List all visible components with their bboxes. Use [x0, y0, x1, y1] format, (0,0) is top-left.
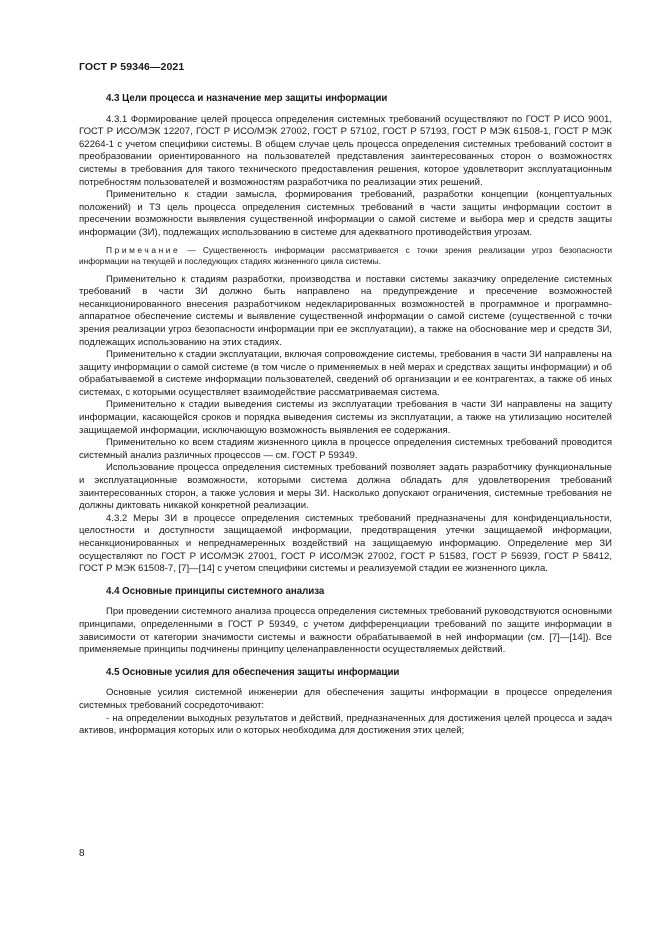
section-4-3-heading: 4.3 Цели процесса и назначение мер защиты информации	[106, 93, 388, 104]
note-label: Примечание	[106, 244, 181, 255]
paragraph: Основные усилия системной инженерии для обеспечения защиты информации в процессе определения системных требований сосредоточивают:	[79, 687, 612, 711]
section-4-5-heading: 4.5 Основные усилия для обеспечения защиты информации	[106, 666, 400, 678]
section-4-4-heading: 4.4 Основные принципы системного анализа	[106, 585, 325, 597]
paragraph: Использование процесса определения системных требований позволяет задать разработчику функциональные и эксплуатационные возможности, которыми система должна обладать для удовлетворения требований заинтересованных сторон, а также условия и меры ЗИ. Насколько допускают ограничения, системные требования не должны диктовать никакой конкретной реализации.	[79, 462, 612, 512]
document-body	[79, 93, 612, 738]
document-id-header: ГОСТ Р 59346—2021	[79, 61, 185, 73]
list-item: - на определении выходных результатов и действий, предназначенных для достижения целей процесса и задач активов, информация которых или о которых необходима для достижения этих целей;	[79, 712, 612, 737]
paragraph: Применительно к стадии замысла, формирования требований, разработки концепции (концептуальных положений) и ТЗ цель процесса определения системных требований в части защиты информации состоит в пресечении возможности выявления существенной информации о самой системе и выбора мер и средств защиты информации (ЗИ), подлежащих использованию в системе для адекватного противодействия угрозам.	[79, 189, 612, 238]
paragraph: 4.3.2 Меры ЗИ в процессе определения системных требований предназначены для конфиденциальности, целостности и доступности защищаемой информации, предотвращения утечки защищаемой информации, несанкционированных и непреднамеренных воздействий на защищаемую информацию. Определение мер ЗИ осуществляют по ГОСТ Р ИСО/МЭК 27001, ГОСТ Р ИСО/МЭК 27002, ГОСТ Р 51583, ГОСТ Р 56939, ГОСТ Р 58412, ГОСТ Р МЭК 61508-7, [7]—[14] с учетом специфики системы и реализуемой стадии ее жизненного цикла.	[79, 512, 612, 575]
paragraph: Применительно ко всем стадиям жизненного цикла в процессе определения системных требований проводится системный анализ различных процессов — см. ГОСТ Р 59349.	[79, 437, 612, 461]
paragraph: 4.3.1 Формирование целей процесса определения системных требований осуществляют по ГОСТ Р ИСО 9001, ГОСТ Р ИСО/МЭК 12207, ГОСТ Р ИСО/МЭК 27002, ГОСТ Р 57102, ГОСТ Р 57193, ГОСТ Р МЭК 61508-1, ГОСТ Р МЭК 62264-1 с учетом специфики системы. В общем случае цель процесса определения системных требований состоит в преобразовании ориентированного на пользователей представления заинтересованных сторон о возможностях системы в требования для такого технического предоставления решения, которое удовлетворит эксплуатационным потребностям пользователей и возможностям разработчика по реализации этих решений.	[79, 113, 612, 188]
note-paragraph	[79, 245, 612, 267]
paragraph: Применительно к стадиям разработки, производства и поставки системы заказчику определение системных требований в части ЗИ должно быть направлено на предупреждение и пресечение возможностей несанкционированного внесения разработчиком недекларированных возможностей в программное и программно-аппаратное обеспечение системы и выявление существенной информации о самой системе (существенной с точки зрения реализации угроз безопасности информации при ее эксплуатации), а также на обоснование мер и средств ЗИ, подлежащих использованию на этих стадиях.	[79, 273, 612, 348]
paragraph: Применительно к стадии выведения системы из эксплуатации требования в части ЗИ направлены на защиту информации, касающейся сроков и порядка выведения системы из эксплуатации, а также на утилизацию носителей защищаемой информации, исключающую возможность выявления ее содержания.	[79, 399, 612, 436]
note-text: — Существенность информации рассматривается с точки зрения реализации угроз безопасности информации на текущей и последующих стадиях жизненного цикла системы.	[79, 244, 612, 266]
page-number: 8	[79, 848, 85, 859]
paragraph: Применительно к стадии эксплуатации, включая сопровождение системы, требования в части ЗИ направлены на защиту информации о самой системе (в том числе о применяемых в ней мерах и средствах защиты информации) и об обрабатываемой в системе информации пользователей, сведений об организации и ее контрагентах, а также об иных системах, с которыми осуществляет взаимодействие рассматриваемая система.	[79, 349, 612, 398]
paragraph: При проведении системного анализа процесса определения системных требований руководствуются основными принципами, определенными в ГОСТ Р 59349, с учетом дифференциации требований по защите информации в зависимости от категории значимости системы и важности обрабатываемой в ней информации (см. [7]—[14]). Все применяемые принципы подчинены принципу целенаправленности осуществляемых действий.	[79, 606, 612, 656]
